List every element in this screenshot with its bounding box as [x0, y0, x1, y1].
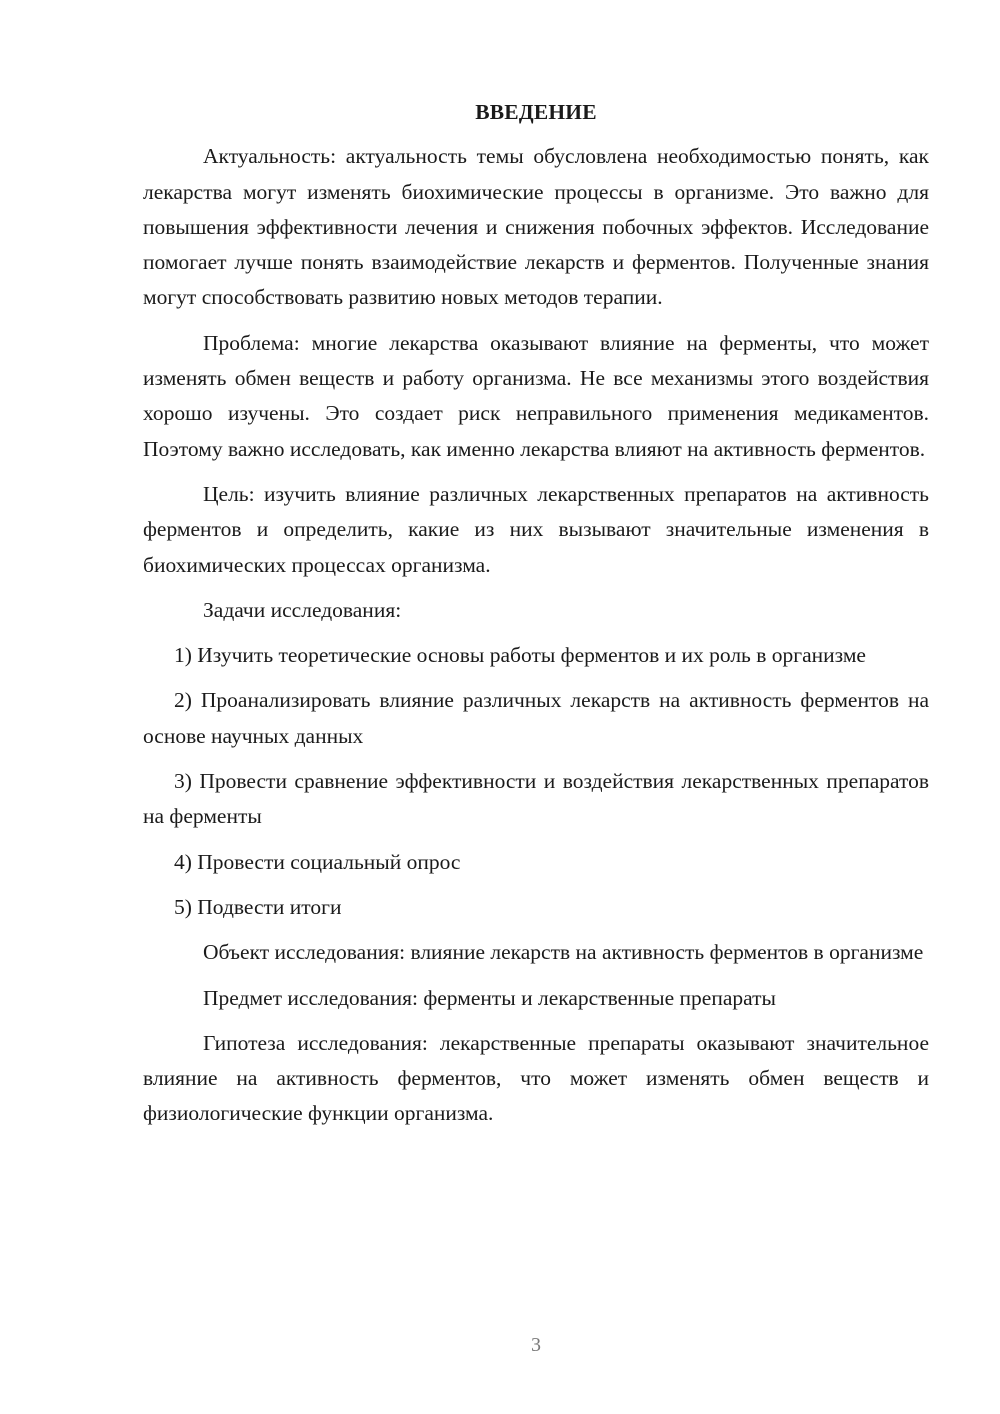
- task-item-3: 3) Провести сравнение эффективности и воздействия лекарственных препаратов на ферменты: [143, 769, 929, 829]
- task-item-4: 4) Провести социальный опрос: [174, 849, 461, 874]
- task-item-5: 5) Подвести итоги: [174, 894, 342, 919]
- relevance-paragraph: Актуальность: актуальность темы обусловлена необходимостью понять, как лекарства могут изменять биохимические процессы в организме. Это важно для повышения эффективности лечения и снижения побочных эффектов. Исследование помогает лучше понять взаимодействие лекарств и ферментов. Полученные знания могут способствовать развитию новых методов терапии.: [143, 144, 929, 310]
- section-title: ВВЕДЕНИЕ: [475, 100, 597, 124]
- tasks-heading: Задачи исследования:: [203, 597, 402, 622]
- problem-paragraph: Проблема: многие лекарства оказывают влияние на ферменты, что может изменять обмен веществ и работу организма. Не все механизмы этого воздействия хорошо изучены. Это создает риск неправильного применения медикаментов. Поэтому важно исследовать, как именно лекарства влияют на активность ферментов.: [143, 330, 929, 461]
- goal-paragraph: Цель: изучить влияние различных лекарственных препаратов на активность ферментов и определить, какие из них вызывают значительные изменения в биохимических процессах организма.: [143, 481, 929, 577]
- research-object-paragraph: Объект исследования: влияние лекарств на активность ферментов в организме: [203, 940, 924, 965]
- task-item-2: 2) Проанализировать влияние различных лекарств на активность ферментов на основе научных данных: [143, 688, 929, 748]
- research-subject-paragraph: Предмет исследования: ферменты и лекарственные препараты: [203, 985, 776, 1010]
- task-item-1: 1) Изучить теоретические основы работы ферментов и их роль в организме: [174, 643, 866, 668]
- page-number: 3: [531, 1334, 541, 1356]
- hypothesis-paragraph: Гипотеза исследования: лекарственные препараты оказывают значительное влияние на активность ферментов, что может изменять обмен веществ и физиологические функции организма.: [143, 1030, 929, 1126]
- document-page: [143, 95, 929, 1142]
